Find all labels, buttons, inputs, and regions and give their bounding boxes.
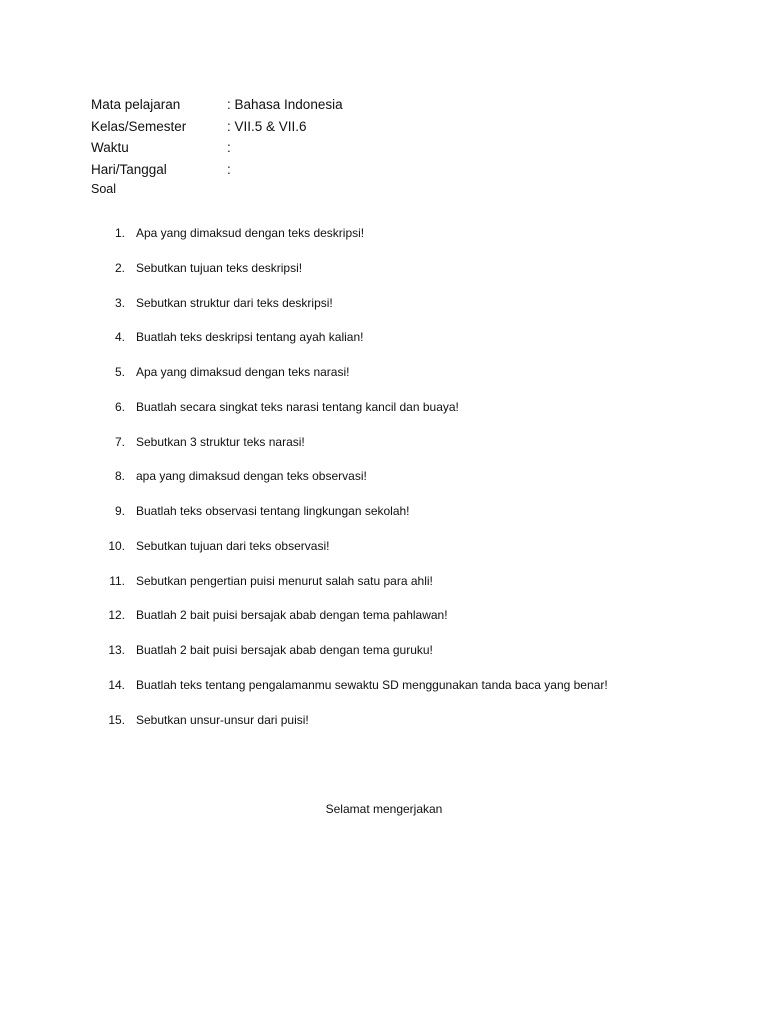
question-item xyxy=(0,467,768,502)
question-text: Buatlah 2 bait puisi bersajak abab dengan tema guruku! xyxy=(136,643,433,657)
subject-label: Mata pelajaran xyxy=(91,97,181,112)
question-item xyxy=(0,606,768,641)
question-number: 10. xyxy=(108,538,125,553)
question-text: Sebutkan pengertian puisi menurut salah satu para ahli! xyxy=(136,573,433,588)
question-item xyxy=(0,363,768,398)
question-text: Buatlah teks observasi tentang lingkungan sekolah! xyxy=(136,504,410,518)
question-item xyxy=(0,572,768,607)
time-label: Waktu xyxy=(91,140,129,155)
question-item xyxy=(0,711,768,746)
question-item xyxy=(0,398,768,433)
question-number: 7. xyxy=(114,434,125,449)
day-date-label: Hari/Tanggal xyxy=(91,161,167,177)
question-text: Sebutkan unsur-unsur dari puisi! xyxy=(136,712,309,727)
question-number: 14. xyxy=(108,677,125,692)
question-number: 15. xyxy=(108,712,125,727)
question-text: Sebutkan tujuan dari teks observasi! xyxy=(136,538,330,553)
question-item xyxy=(0,224,768,259)
question-list xyxy=(0,224,768,745)
subject-value: : Bahasa Indonesia xyxy=(227,97,343,112)
questions-heading: Soal xyxy=(91,182,117,196)
question-item xyxy=(0,294,768,329)
class-semester-value: : VII.5 & VII.6 xyxy=(227,118,307,134)
exam-header xyxy=(91,94,651,180)
header-row-subject xyxy=(91,94,651,116)
header-row-time xyxy=(91,137,651,159)
closing-message: Selamat mengerjakan xyxy=(325,802,443,816)
question-number: 2. xyxy=(114,260,125,275)
question-number: 11. xyxy=(109,573,125,588)
question-number: 6. xyxy=(114,399,125,414)
question-number: 12. xyxy=(108,608,125,623)
question-item xyxy=(0,433,768,468)
question-number: 5. xyxy=(114,365,125,379)
time-value: : xyxy=(227,140,231,155)
header-row-class xyxy=(91,116,651,138)
question-number: 3. xyxy=(114,295,125,310)
day-date-value: : xyxy=(227,161,231,177)
question-number: 1. xyxy=(114,226,125,240)
question-number: 9. xyxy=(114,504,125,518)
question-item xyxy=(0,641,768,676)
question-text: Buatlah 2 bait puisi bersajak abab dengan tema pahlawan! xyxy=(136,608,448,623)
class-semester-label: Kelas/Semester xyxy=(91,118,187,134)
question-text: Apa yang dimaksud dengan teks narasi! xyxy=(136,365,350,379)
header-row-date xyxy=(91,159,651,181)
question-number: 8. xyxy=(114,469,125,484)
question-text: Sebutkan tujuan teks deskripsi! xyxy=(136,260,303,275)
question-number: 13. xyxy=(108,643,125,657)
question-text: Apa yang dimaksud dengan teks deskripsi! xyxy=(136,226,365,240)
question-text: Buatlah teks tentang pengalamanmu sewaktu SD menggunakan tanda baca yang benar! xyxy=(136,677,608,692)
question-text: Sebutkan 3 struktur teks narasi! xyxy=(136,434,305,449)
question-item xyxy=(0,502,768,537)
question-item xyxy=(0,259,768,294)
question-item xyxy=(0,676,768,711)
question-item xyxy=(0,537,768,572)
question-text: Buatlah secara singkat teks narasi tentang kancil dan buaya! xyxy=(136,399,459,414)
question-text: Buatlah teks deskripsi tentang ayah kalian! xyxy=(136,330,364,345)
question-number: 4. xyxy=(114,330,125,345)
question-item xyxy=(0,328,768,363)
question-text: apa yang dimaksud dengan teks observasi! xyxy=(136,469,367,484)
question-text: Sebutkan struktur dari teks deskripsi! xyxy=(136,295,333,310)
